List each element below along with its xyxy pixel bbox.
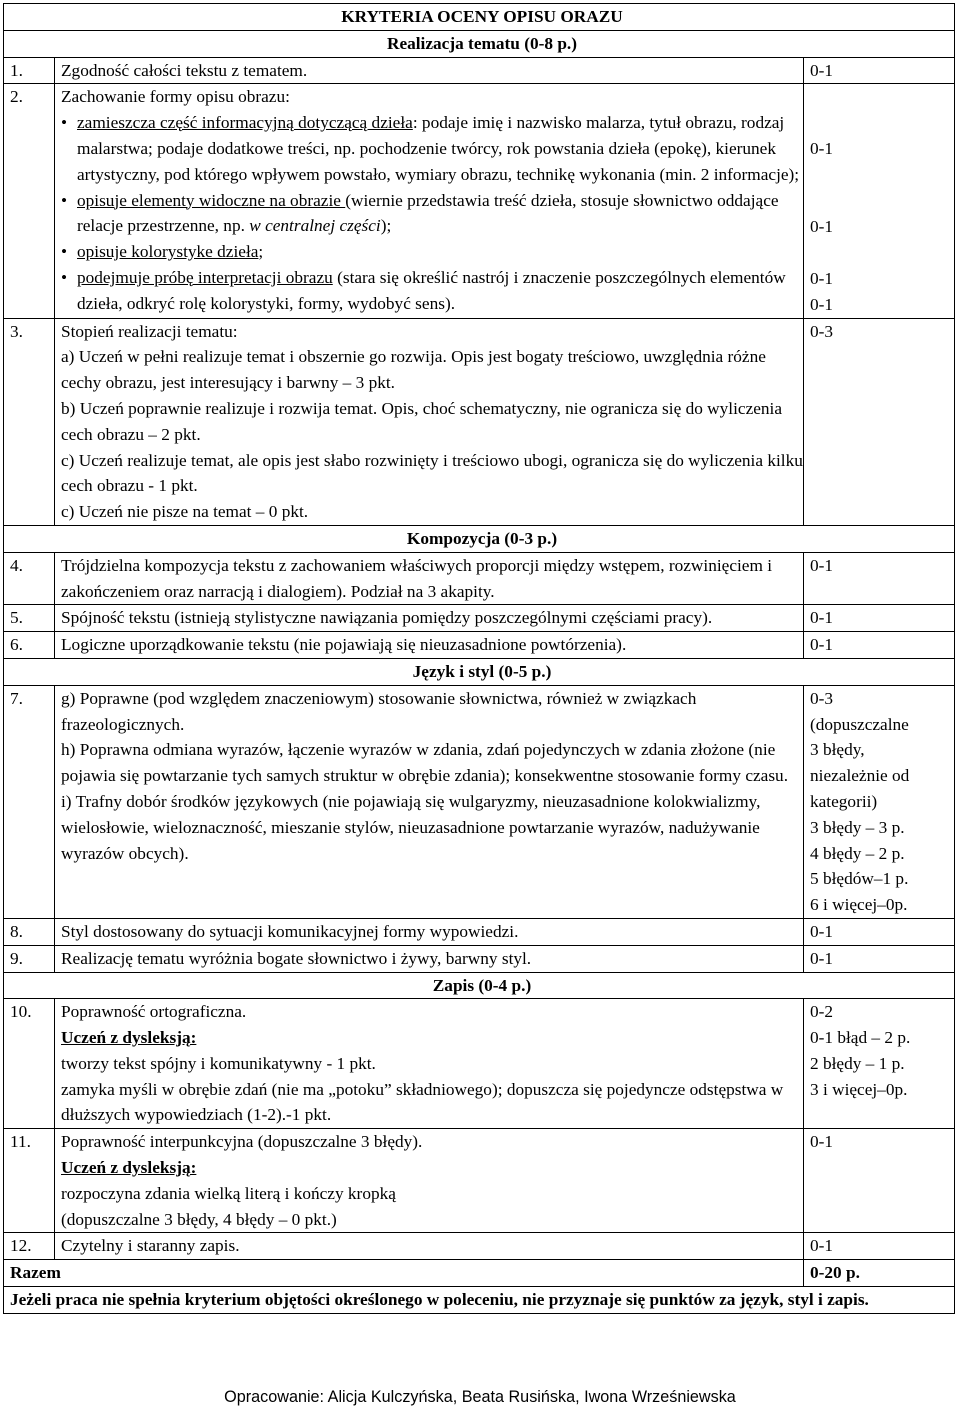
- dyslexia-label: Uczeń z dysleksją:: [61, 1158, 197, 1178]
- criterion-score: 0-1: [804, 632, 955, 659]
- criteria-table: [3, 3, 955, 1314]
- bullet-item: [77, 239, 803, 265]
- bullet-text: ;: [258, 242, 264, 262]
- bullet-text: (stara się określić nastrój i znaczenie poszczególnych elementów dzieła, odkryć rolę kolorystyki, formy, wydobyć sens).: [77, 267, 786, 313]
- score-line: 0-3: [810, 688, 834, 708]
- dyslexia-label: Uczeń z dysleksją:: [61, 1028, 197, 1048]
- score-line: 3 i więcej–0p.: [810, 1079, 908, 1099]
- section-header-row: [4, 972, 955, 999]
- section-header-row: [4, 658, 955, 685]
- criterion-number: 6.: [4, 632, 55, 659]
- score-line: 5 błędów–1 p.: [810, 869, 909, 889]
- score-line: (dopuszczalne: [810, 714, 909, 734]
- bullet-text: (wiernie przedstawia treść dzieła, stosuje słownictwo oddające relacje przestrzenne, np.: [77, 190, 779, 236]
- section-header-realizacja: Realizacja tematu (0-8 p.): [4, 30, 955, 57]
- criterion-row: [4, 945, 955, 972]
- criterion-text: Zgodność całości tekstu z tematem.: [55, 57, 804, 84]
- score-line: 3 błędy – 3 p.: [810, 817, 905, 837]
- bullet-underlined: zamieszcza część informacyjną dotyczącą dzieła: [77, 113, 413, 133]
- criterion-number: 4.: [4, 552, 55, 605]
- section-header-jezyk: Język i styl (0-5 p.): [4, 658, 955, 685]
- criterion-text: Logiczne uporządkowanie tekstu (nie pojawiają się nieuzasadnione powtórzenia).: [55, 632, 804, 659]
- dyslexia-rule: (dopuszczalne 3 błędy, 4 błędy – 0 pkt.): [61, 1209, 337, 1229]
- criterion-score: 0-1: [804, 552, 955, 605]
- criterion-number: 8.: [4, 918, 55, 945]
- bullet-text: : podaje imię i nazwisko malarza, tytuł obrazu, rodzaj malarstwa; podaje dodatkowe treści, np. pochodzenie twórcy, rok powstania dzieła (epokę), kierunek artystyczny, pod którego wpływem powstało, wymiary obrazu, technikę wykonania (min. 2 informacje);: [77, 113, 800, 184]
- bullet-text: );: [380, 216, 392, 236]
- level-d: c) Uczeń nie pisze na temat – 0 pkt.: [61, 502, 309, 522]
- score-bullet-1: 0-1: [810, 139, 834, 159]
- criterion-text: Trójdzielna kompozycja tekstu z zachowaniem właściwych proporcji między wstępem, rozwinięciem i zakończeniem oraz narracją i dialogiem). Podział na 3 akapity.: [55, 552, 804, 605]
- bullet-item: [77, 265, 803, 317]
- criterion-score: [804, 685, 955, 918]
- criterion-body: [55, 318, 804, 525]
- score-bullet-3: 0-1: [810, 268, 834, 288]
- criterion-number: 5.: [4, 605, 55, 632]
- section-header-zapis: Zapis (0-4 p.): [4, 972, 955, 999]
- criterion-text: Poprawność interpunkcyjna (dopuszczalne 3 błędy).: [61, 1132, 423, 1152]
- section-header-row: [4, 525, 955, 552]
- level-a: a) Uczeń w pełni realizuje temat i obszernie go rozwija. Opis jest bogaty treściowo, uwzględnia różne cechy obrazu, jest interesujący i barwny – 3 pkt.: [61, 347, 766, 393]
- criterion-row: [4, 84, 955, 318]
- total-label: Razem: [4, 1260, 804, 1287]
- criterion-text: Styl dostosowany do sytuacji komunikacyjnej formy wypowiedzi.: [55, 918, 804, 945]
- criterion-row: [4, 1129, 955, 1233]
- dyslexia-rule: tworzy tekst spójny i komunikatywny - 1 pkt.: [61, 1053, 376, 1073]
- score-line: 3 błędy,: [810, 740, 865, 760]
- criterion-number: 7.: [4, 685, 55, 918]
- criterion-row: [4, 918, 955, 945]
- criterion-number: 9.: [4, 945, 55, 972]
- criterion-score: 0-1: [804, 1129, 955, 1233]
- note-row: [4, 1287, 955, 1314]
- subcriterion-i: i) Trafny dobór środków językowych (nie pojawiają się wulgaryzmy, nieuzasadnione kolokwializmy, wielosłowie, wieloznaczność, mieszanie stylów, nieuzasadnione powtarzanie wyrazów, nadużywanie wyrazów obcych).: [61, 791, 761, 863]
- dyslexia-rule: rozpoczyna zdania wielką literą i kończy kropką: [61, 1183, 396, 1203]
- criterion-text: Poprawność ortograficzna.: [61, 1002, 247, 1022]
- criterion-body: [55, 1129, 804, 1233]
- criterion-score: 0-1: [804, 945, 955, 972]
- title-row: [4, 4, 955, 31]
- score-line: 0-1 błąd – 2 p.: [810, 1028, 911, 1048]
- criterion-text: Zachowanie formy opisu obrazu:: [61, 87, 290, 107]
- criterion-number: 3.: [4, 318, 55, 525]
- criterion-number: 2.: [4, 84, 55, 318]
- criterion-row: [4, 632, 955, 659]
- criterion-score: 0-1: [804, 1233, 955, 1260]
- criterion-row: [4, 685, 955, 918]
- score-line: 0-2: [810, 1002, 834, 1022]
- criterion-score: 0-1: [804, 918, 955, 945]
- total-row: [4, 1260, 955, 1287]
- level-c: c) Uczeń realizuje temat, ale opis jest słabo rozwinięty i treściowo ubogi, ogranicza się do wyliczenia kilku cech obrazu - 1 pkt.: [61, 450, 803, 496]
- criterion-row: [4, 605, 955, 632]
- total-score: 0-20 p.: [804, 1260, 955, 1287]
- section-header-kompozycja: Kompozycja (0-3 p.): [4, 525, 955, 552]
- level-b: b) Uczeń poprawnie realizuje i rozwija temat. Opis, choć schematyczny, nie ogranicza się do wyliczenia cech obrazu – 2 pkt.: [61, 398, 783, 444]
- dyslexia-rule: zamyka myśli w obrębie zdań (nie ma „potoku” składniowego); dopuszcza się pojedyncze odstępstwa w dłuższych wypowiedziach (1-2).-1 pkt.: [61, 1079, 784, 1125]
- criterion-score: 0-3: [804, 318, 955, 525]
- bullet-item: [77, 110, 803, 187]
- criterion-text: Czytelny i staranny zapis.: [55, 1233, 804, 1260]
- subcriterion-h: h) Poprawna odmiana wyrazów, łączenie wyrazów w zdania, zdań pojedynczych w zdania złożone (nie pojawia się powtarzanie tych samych struktur w obrębie zdania); konsekwentne stosowanie formy czasu.: [61, 740, 789, 786]
- criterion-number: 11.: [4, 1129, 55, 1233]
- criterion-row: [4, 57, 955, 84]
- criterion-number: 1.: [4, 57, 55, 84]
- criterion-number: 12.: [4, 1233, 55, 1260]
- score-line: 6 i więcej–0p.: [810, 895, 908, 915]
- criterion-text: Stopień realizacji tematu:: [61, 321, 238, 341]
- criterion-bullets: [61, 110, 803, 316]
- criterion-row: [4, 1233, 955, 1260]
- bullet-item: [77, 188, 803, 240]
- score-line: 2 błędy – 1 p.: [810, 1053, 905, 1073]
- bullet-underlined: opisuje kolorystyke dzieła: [77, 242, 259, 262]
- subcriterion-g: g) Poprawne (pod względem znaczeniowym) stosowanie słownictwa, również w związkach frazeologicznych.: [61, 688, 697, 734]
- criterion-row: [4, 318, 955, 525]
- criterion-body: [55, 999, 804, 1129]
- section-header-row: [4, 30, 955, 57]
- note-text: Jeżeli praca nie spełnia kryterium objętości określonego w poleceniu, nie przyznaje się punktów za język, styl i zapis.: [4, 1287, 955, 1314]
- criterion-row: [4, 999, 955, 1129]
- criterion-body: [55, 84, 804, 318]
- criterion-text: Spójność tekstu (istnieją stylistyczne nawiązania pomiędzy poszczególnymi częściami pracy).: [55, 605, 804, 632]
- criterion-row: [4, 552, 955, 605]
- score-line: niezależnie od: [810, 766, 910, 786]
- criterion-score: [804, 84, 955, 318]
- score-bullet-4: 0-1: [810, 294, 834, 314]
- document-title: KRYTERIA OCENY OPISU ORAZU: [4, 4, 955, 31]
- bullet-italic: w centralnej części: [249, 216, 381, 236]
- footer-credits: Opracowanie: Alicja Kulczyńska, Beata Rusińska, Iwona Wrześniewska: [224, 1388, 736, 1406]
- bullet-underlined: podejmuje próbę interpretacji obrazu: [77, 267, 333, 287]
- criterion-score: 0-1: [804, 57, 955, 84]
- bullet-underlined: opisuje elementy widoczne na obrazie: [77, 190, 346, 210]
- score-line: 4 błędy – 2 p.: [810, 843, 905, 863]
- criterion-text: Realizację tematu wyróżnia bogate słownictwo i żywy, barwny styl.: [55, 945, 804, 972]
- criterion-number: 10.: [4, 999, 55, 1129]
- score-line: kategorii): [810, 791, 878, 811]
- criterion-score: 0-1: [804, 605, 955, 632]
- criterion-score: [804, 999, 955, 1129]
- criterion-body: [55, 685, 804, 918]
- score-bullet-2: 0-1: [810, 217, 834, 237]
